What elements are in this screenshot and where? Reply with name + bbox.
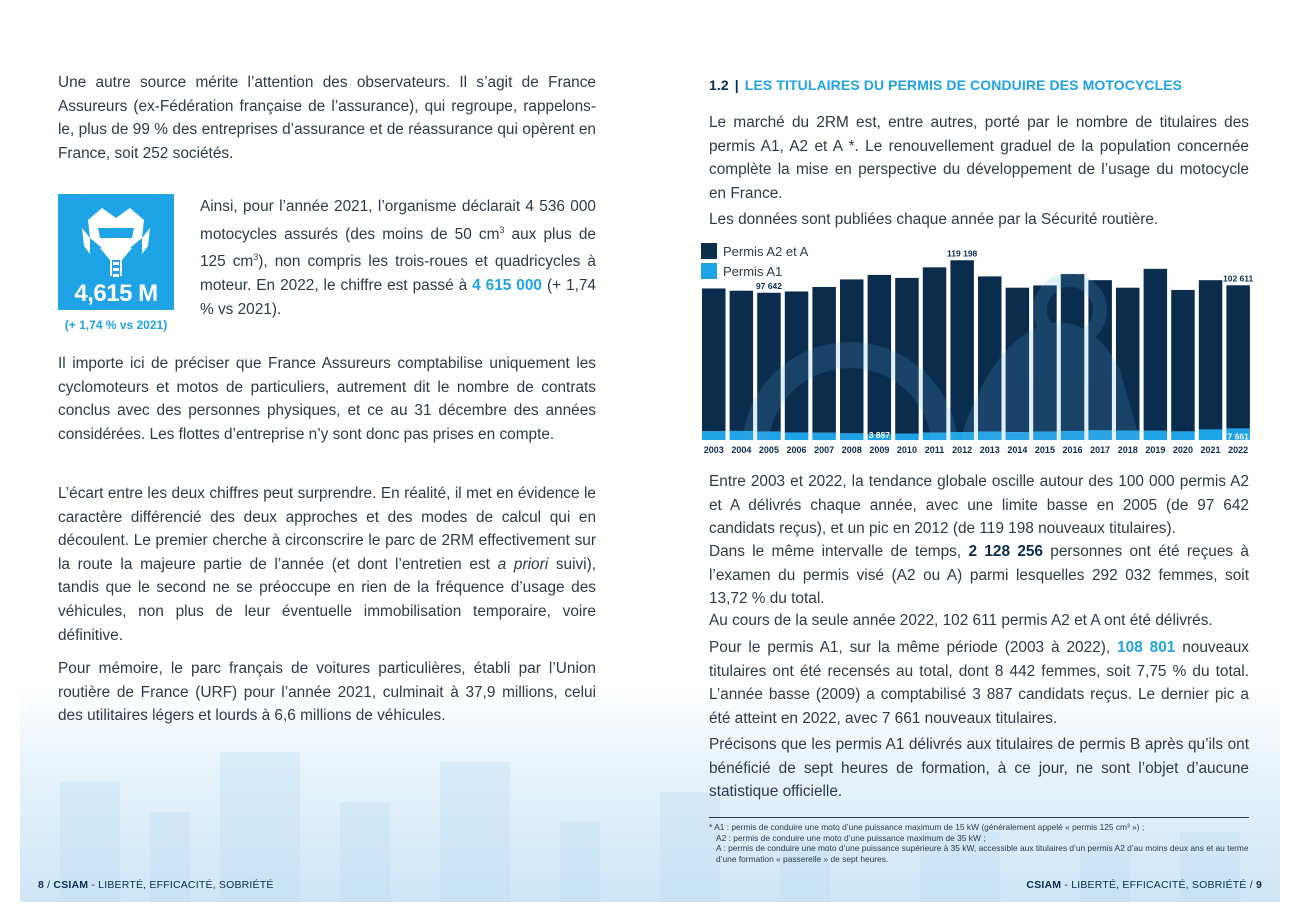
- bar-a1-2007: [812, 433, 836, 440]
- bar-a2a-2022: [1226, 285, 1250, 428]
- x-tick-label: 2011: [924, 445, 945, 455]
- x-tick-label: 2007: [814, 445, 835, 455]
- data-label: 102 611: [1223, 273, 1254, 284]
- bar-a1-2006: [785, 432, 809, 440]
- data-label: 7 661: [1227, 431, 1249, 442]
- x-tick-label: 2003: [703, 445, 724, 455]
- p2-text-c: ), non compris les trois-roues et quadricycles à moteur. En 2022, le chiffre est passé à: [200, 253, 596, 295]
- footer-right: [1026, 879, 1262, 891]
- kpi-subtitle: (+ 1,74 % vs 2021): [64, 318, 168, 332]
- x-tick-label: 2015: [1034, 445, 1055, 455]
- p6-highlight: 108 801: [1117, 639, 1176, 656]
- page-number-left: 8: [38, 879, 45, 891]
- bar-a1-2003: [702, 431, 726, 440]
- bar-a1-2020: [1171, 431, 1195, 440]
- p6-text-b: nouveaux titulaires ont été recensés au total, dont 8 442 femmes, soit 7,75 % du total. L’année basse (2009) a comptabilisé 3 887 candidats reçus. Le dernier pic a été atteint en 2022, avec 7 661 nouveaux titulaires.: [709, 639, 1249, 727]
- left-paragraph-1: Une autre source mérite l’attention des observateurs. Il s’agit de France Assureurs (ex-Fédération française de l’assurance), qui regroupe, rappelons-le, plus de 99 % des entreprises d’assurance et de réassurance qui opèrent en France, soit 252 sociétés.: [58, 74, 596, 162]
- p2-highlight: 4 615 000: [472, 277, 542, 295]
- data-label: 3 887: [868, 430, 890, 441]
- footer-tagline: - LIBERTÉ, EFFICACITÉ, SOBRIÉTÉ: [88, 879, 274, 891]
- x-tick-label: 2020: [1172, 445, 1193, 455]
- right-paragraph-2: Les données sont publiées chaque année par la Sécurité routière.: [709, 211, 1159, 228]
- left-paragraph-2: [200, 195, 596, 321]
- footer-tagline: - LIBERTÉ, EFFICACITÉ, SOBRIÉTÉ /: [1061, 879, 1256, 891]
- p4-text-a: L’écart entre les deux chiffres peut surprendre. En réalité, il met en évidence le caractère différencié des deux approches et des modes de calcul qui en découlent. Le premier cherche à circonscrire le parc de 2RM effectivement sur la route la majeure partie de l’année (et dont l’entretien est: [58, 485, 596, 573]
- p4-text-b: personnes ont été reçues à l’examen du permis visé (A2 ou A) parmi lesquelles 292 032 femmes, soit 13,72 % du total.: [709, 543, 1249, 608]
- x-tick-label: 2019: [1145, 445, 1166, 455]
- legend-item-a2a: [701, 243, 808, 259]
- bar-a1-2019: [1144, 431, 1168, 440]
- x-tick-label: 2013: [979, 445, 1000, 455]
- right-paragraph-1: Le marché du 2RM est, entre autres, porté par le nombre de titulaires des permis A1, A2 et A *. Le renouvellement graduel de la population concernée complète la mise en perspective du développement de l’usage du motocycle en France.: [709, 114, 1249, 202]
- bar-a2a-2019: [1144, 269, 1168, 431]
- footer-brand: CSIAM: [1026, 879, 1062, 891]
- bar-a2a-2012: [950, 260, 974, 432]
- right-paragraph-7: Précisons que les permis A1 délivrés aux titulaires de permis B après qu’ils ont bénéficié de sept heures de formation, à ce jour, ne sont l’objet d’aucune statistique officielle.: [709, 736, 1249, 801]
- x-tick-label: 2016: [1062, 445, 1083, 455]
- x-tick-label: 2006: [786, 445, 807, 455]
- bar-a1-2010: [895, 434, 919, 440]
- x-tick-label: 2021: [1200, 445, 1221, 455]
- motorcycle-helmet-icon: [58, 198, 174, 288]
- right-paragraph-5: Au cours de la seule année 2022, 102 611 permis A2 et A ont été délivrés.: [709, 612, 1213, 629]
- kpi-value: 4,615 M: [74, 280, 158, 307]
- kpi-box: [58, 194, 174, 310]
- footnote-divider: [709, 817, 1249, 818]
- section-heading: [709, 77, 1182, 93]
- p4-highlight: 2 128 256: [968, 543, 1043, 560]
- left-paragraph-5: Pour mémoire, le parc français de voitures particulières, établi par l’Union routière de France (URF) pour l’année 2021, culminait à 37,9 millions, celui des utilitaires légers et lourds à 6,6 millions de véhicules.: [58, 660, 596, 725]
- x-tick-label: 2017: [1090, 445, 1111, 455]
- section-title: LES TITULAIRES DU PERMIS DE CONDUIRE DES MOTOCYCLES: [744, 77, 1183, 93]
- footnote-line: * A1 : permis de conduire une moto d’une puissance maximum de 15 kW (généralement appelé « permis 125 cm³ ») ;: [709, 822, 1145, 832]
- x-tick-label: 2018: [1117, 445, 1138, 455]
- legend-swatch-light: [701, 263, 717, 279]
- legend-label: Permis A1: [723, 263, 783, 279]
- p6-text-a: Pour le permis A1, sur la même période (2003 à 2022),: [709, 639, 1118, 656]
- bar-a2a-2004: [730, 291, 754, 431]
- p2-text-a: Ainsi, pour l’année 2021, l’organisme déclarait 4 536 000 motocycles assurés (des moins de 50 cm: [200, 198, 596, 243]
- footnote: [709, 822, 1254, 864]
- right-paragraph-4: [709, 540, 1249, 611]
- permis-bar-chart: [700, 250, 1260, 460]
- x-tick-label: 2014: [1007, 445, 1028, 455]
- left-paragraph-4: [58, 482, 596, 647]
- x-tick-label: 2009: [869, 445, 890, 455]
- x-tick-label: 2008: [841, 445, 862, 455]
- section-separator: |: [734, 77, 739, 93]
- right-paragraph-3: Entre 2003 et 2022, la tendance globale oscille autour des 100 000 permis A2 et A délivrés chaque année, avec une limite basse en 2005 (de 97 642 candidats reçus), et un pic en 2012 (de 119 198 nouveaux titulaires).: [709, 473, 1249, 538]
- x-tick-label: 2022: [1228, 445, 1249, 455]
- footer-left: [38, 879, 274, 891]
- page-number-right: 9: [1255, 879, 1262, 891]
- bar-a1-2008: [840, 433, 864, 440]
- p2-text-b: aux plus de 125 cm: [200, 225, 596, 271]
- data-label: 97 642: [755, 280, 782, 291]
- p4-text-b: suivi), tandis que le second ne se préoccupe en rien de la fréquence d’usage des véhicules, non plus de leur éventuelle immobilisation temporaire, voire définitive.: [58, 555, 597, 644]
- x-tick-label: 2010: [896, 445, 917, 455]
- p4-italic: a priori: [497, 555, 549, 573]
- footer-brand: CSIAM: [53, 879, 89, 891]
- data-label: 119 198: [947, 250, 978, 259]
- x-tick-label: 2005: [758, 445, 779, 455]
- footnote-line: A2 : permis de conduire une moto d’une puissance maximum de 35 kW ;: [716, 832, 986, 843]
- footnote-line: A : permis de conduire une moto d’une puissance supérieure à 35 kW, accessible aux titulaires d’un permis A2 d’au moins deux ans et au terme d’une formation « passerelle » de sept heures.: [716, 843, 1249, 864]
- bar-a2a-2020: [1171, 290, 1195, 431]
- legend-label: Permis A2 et A: [723, 243, 809, 259]
- x-tick-label: 2012: [952, 445, 973, 455]
- bar-a2a-2021: [1199, 280, 1223, 429]
- p4-text-a: Dans le même intervalle de temps,: [709, 543, 969, 560]
- section-number: 1.2: [709, 77, 729, 93]
- x-tick-label: 2004: [731, 445, 752, 455]
- superscript: 3: [499, 224, 505, 235]
- right-paragraph-6: [709, 636, 1249, 730]
- p2-text-d: (+ 1,74 % vs 2021).: [200, 277, 596, 318]
- legend-item-a1: [701, 263, 782, 279]
- superscript: 3: [253, 252, 259, 263]
- bar-a2a-2003: [702, 288, 726, 431]
- footer-separator: /: [44, 879, 54, 891]
- legend-swatch-dark: [701, 243, 717, 259]
- bar-a1-2021: [1199, 429, 1223, 440]
- left-paragraph-3: Il importe ici de préciser que France Assureurs comptabilise uniquement les cyclomoteurs et motos de particuliers, autrement dit le nombre de contrats conclus avec des personnes physiques, et ce au 31 décembre des années considérées. Les flottes d’entreprise n’y sont donc pas prises en compte.: [58, 355, 596, 443]
